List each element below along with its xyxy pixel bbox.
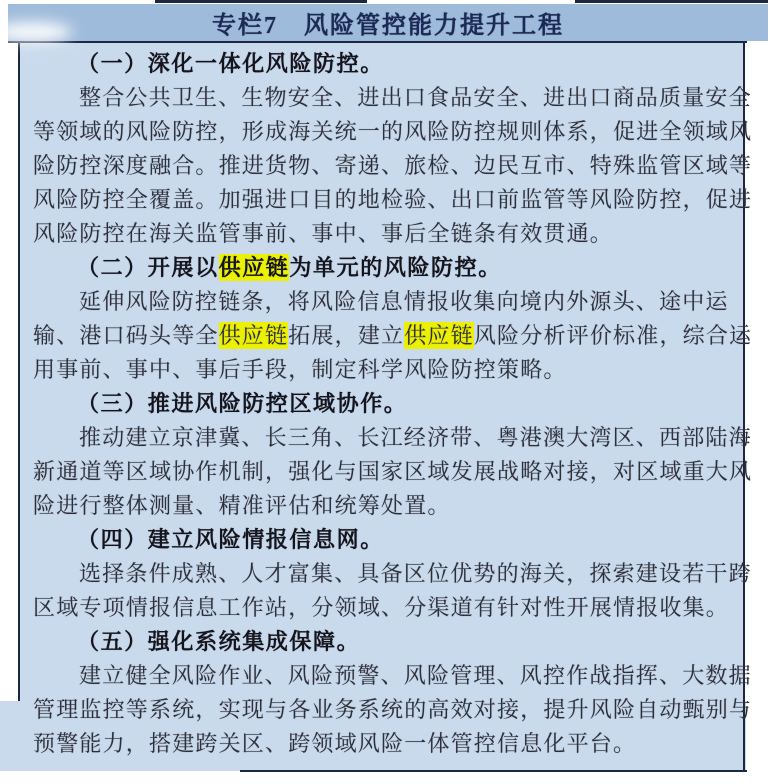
text-line: [33, 591, 741, 625]
text-line: [33, 217, 741, 251]
text-segment: 风险防控在海关监管事前、事中、事后全链条有效贯通。: [33, 221, 614, 246]
text-segment: 推动建立京津冀、长三角、长江经济带、粤港澳大湾区、西部陆海: [79, 425, 752, 450]
text-segment: 输、港口码头等全: [33, 323, 219, 348]
text-segment: 预警能力，搭建跨关区、跨领域风险一体管控信息化平台。: [33, 731, 637, 756]
section-heading: [33, 251, 741, 285]
text-line: [33, 183, 753, 217]
text-segment: 险防控深度融合。推进货物、寄递、旅检、边民互市、特殊监管区域等: [33, 153, 753, 178]
text-line: [33, 353, 741, 387]
section-heading: [33, 47, 741, 81]
text-segment: 险进行整体测量、精准评估和统筹处置。: [33, 493, 451, 518]
text-line: [33, 557, 752, 591]
text-segment: 新通道等区域协作机制，强化与国家区域发展战略对接，对区域重大风: [33, 459, 753, 484]
text-line: [33, 421, 752, 455]
text-segment: 拓展，建立: [288, 323, 405, 348]
document-body: [33, 47, 753, 761]
text-segment: 建立健全风险作业、风险预警、风险管理、风控作战指挥、大数据: [79, 663, 752, 688]
text-segment: 管理监控等系统，实现与各业务系统的高效对接，提升风险自动甄别与: [33, 697, 753, 722]
section-heading: [33, 387, 741, 421]
text-line: [33, 693, 753, 727]
panel-title: 专栏7 风险管控能力提升工程: [212, 13, 564, 39]
text-line: [33, 455, 753, 489]
text-segment: 等领域的风险防控，形成海关统一的风险防控规则体系，促进全领域风: [33, 119, 753, 144]
text-segment: （二）开展以: [77, 255, 219, 280]
highlighted-term: 供应链: [218, 255, 290, 280]
text-line: [33, 115, 753, 149]
text-segment: （五）强化系统集成保障。: [77, 629, 361, 654]
panel-border-bottom: [240, 770, 747, 772]
section-heading: [33, 523, 741, 557]
text-segment: 延伸风险防控链条，将风险信息情报收集向境内外源头、途中运: [79, 289, 729, 314]
text-line: [33, 149, 753, 183]
text-segment: （四）建立风险情报信息网。: [77, 527, 384, 552]
highlighted-term: 供应链: [404, 323, 474, 348]
header-divider: [8, 41, 747, 43]
section-heading: [33, 625, 741, 659]
panel-border-left: [18, 43, 20, 701]
text-segment: 用事前、事中、事后手段，制定科学风险防控策略。: [33, 357, 567, 382]
top-border-segment: [575, 0, 768, 3]
text-segment: 区域专项情报信息工作站，分领域、分渠道有针对性开展情报收集。: [33, 595, 730, 620]
top-border-segment: [155, 0, 367, 3]
text-segment: （一）深化一体化风险防控。: [77, 51, 384, 76]
text-segment: 风险防控全覆盖。加强进口目的地检验、出口前监管等风险防控，促进: [33, 187, 753, 212]
panel-header: [8, 4, 768, 41]
text-segment: 整合公共卫生、生物安全、进出口食品安全、进出口商品质量安全: [79, 85, 752, 110]
text-segment: 选择条件成熟、人才富集、具备区位优势的海关，探索建设若干跨: [79, 561, 752, 586]
text-line: [33, 319, 753, 353]
text-line: [33, 659, 752, 693]
text-line: [33, 285, 741, 319]
text-segment: 为单元的风险防控。: [289, 255, 502, 280]
text-line: [33, 489, 741, 523]
highlighted-term: 供应链: [218, 323, 289, 348]
text-line: [33, 727, 741, 761]
text-line: [33, 81, 752, 115]
text-segment: （三）推进风险防控区域协作。: [77, 391, 408, 416]
text-segment: 风险分析评价标准，综合运: [473, 323, 753, 348]
